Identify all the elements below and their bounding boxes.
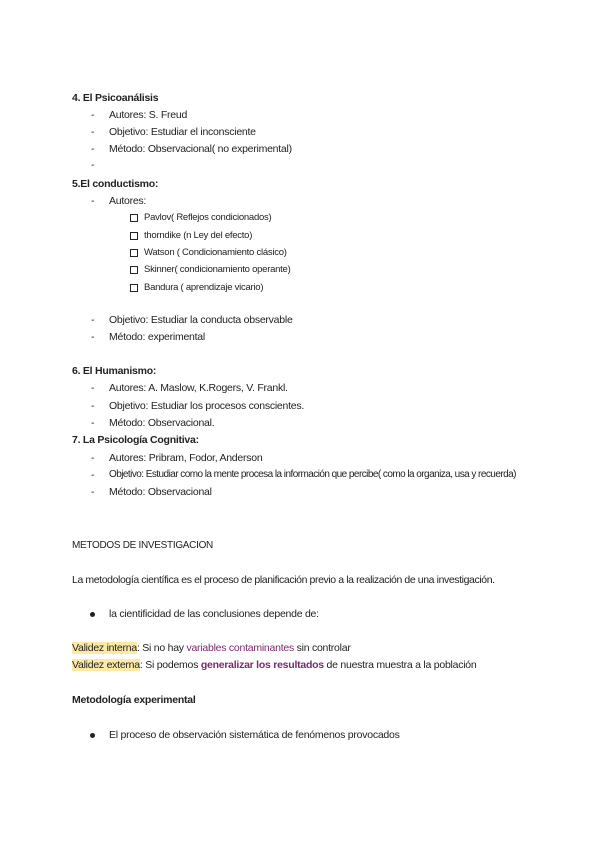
- section-4-title: 4. El Psicoanálisis: [72, 92, 159, 104]
- bullet-marker: [90, 612, 95, 617]
- checkbox-icon: [130, 249, 138, 257]
- dash-marker: -: [91, 314, 95, 326]
- text-span: : Si podemos: [139, 659, 201, 671]
- section-5-title: 5.El conductismo:: [72, 178, 159, 190]
- dash-marker: -: [91, 126, 95, 138]
- section-6-title: 6. El Humanismo:: [72, 365, 157, 377]
- dash-marker: -: [91, 486, 95, 498]
- dash-marker: -: [91, 400, 95, 412]
- checkbox-icon: [130, 214, 138, 222]
- list-item: Método: Observacional: [109, 486, 212, 498]
- bullet-item: la cientificidad de las conclusiones depende de:: [109, 608, 319, 620]
- list-item: Método: Observacional.: [109, 417, 215, 429]
- text-span: de nuestra muestra a la población: [323, 659, 477, 671]
- dash-marker: -: [91, 143, 95, 155]
- text-span: : Si no hay: [136, 642, 187, 654]
- paragraph: La metodología científica es el proceso de planificación previo a la realización de una investigación.: [72, 574, 495, 586]
- list-item: Objetivo: Estudiar la conducta observable: [109, 314, 293, 326]
- list-item: Método: Observacional( no experimental): [109, 143, 292, 155]
- list-item: Autores: Pribram, Fodor, Anderson: [109, 452, 263, 464]
- list-item: Objetivo: Estudiar los procesos conscientes.: [109, 400, 305, 412]
- author-item: Pavlov( Reflejos condicionados): [144, 212, 272, 223]
- author-item: Bandura ( aprendizaje vicario): [144, 282, 264, 293]
- dash-marker: -: [91, 417, 95, 429]
- list-item: Método: experimental: [109, 331, 205, 343]
- validez-externa-line: [72, 659, 476, 672]
- author-item: Skinner( condicionamiento operante): [144, 264, 291, 275]
- list-item: Objetivo: Estudiar el inconsciente: [109, 126, 256, 138]
- dash-marker: -: [91, 469, 95, 481]
- bullet-item: El proceso de observación sistemática de fenómenos provocados: [109, 729, 400, 741]
- section-heading: METODOS DE INVESTIGACION: [72, 540, 213, 551]
- dash-marker: -: [91, 382, 95, 394]
- validez-interna-line: [72, 642, 351, 655]
- list-item: Objetivo: Estudiar como la mente procesa la información que percibe( como la organiza, usa y recuerda): [109, 469, 516, 480]
- section-title: Metodología experimental: [72, 694, 196, 706]
- author-item: Watson ( Condicionamiento clásico): [144, 247, 287, 258]
- text-span: sin controlar: [293, 642, 351, 654]
- list-item: Autores:: [109, 195, 147, 207]
- highlight-term: Validez interna: [72, 642, 137, 654]
- dash-marker: -: [91, 452, 95, 464]
- checkbox-icon: [130, 232, 138, 240]
- list-item: Autores: S. Freud: [109, 109, 188, 121]
- emphasis-term: generalizar los resultados: [200, 659, 324, 671]
- bullet-marker: [90, 733, 95, 738]
- dash-marker: -: [91, 195, 95, 207]
- list-item: Autores: A. Maslow, K.Rogers, V. Frankl.: [109, 382, 288, 394]
- section-7-title: 7. La Psicología Cognitiva:: [72, 434, 199, 446]
- dash-marker: -: [91, 331, 95, 343]
- emphasis-term: variables contaminantes: [186, 642, 294, 654]
- highlight-term: Validez externa: [72, 659, 140, 671]
- checkbox-icon: [130, 266, 138, 274]
- checkbox-icon: [130, 284, 138, 292]
- author-item: thorndike (n Ley del efecto): [144, 230, 253, 241]
- dash-marker: -: [91, 159, 95, 171]
- dash-marker: -: [91, 109, 95, 121]
